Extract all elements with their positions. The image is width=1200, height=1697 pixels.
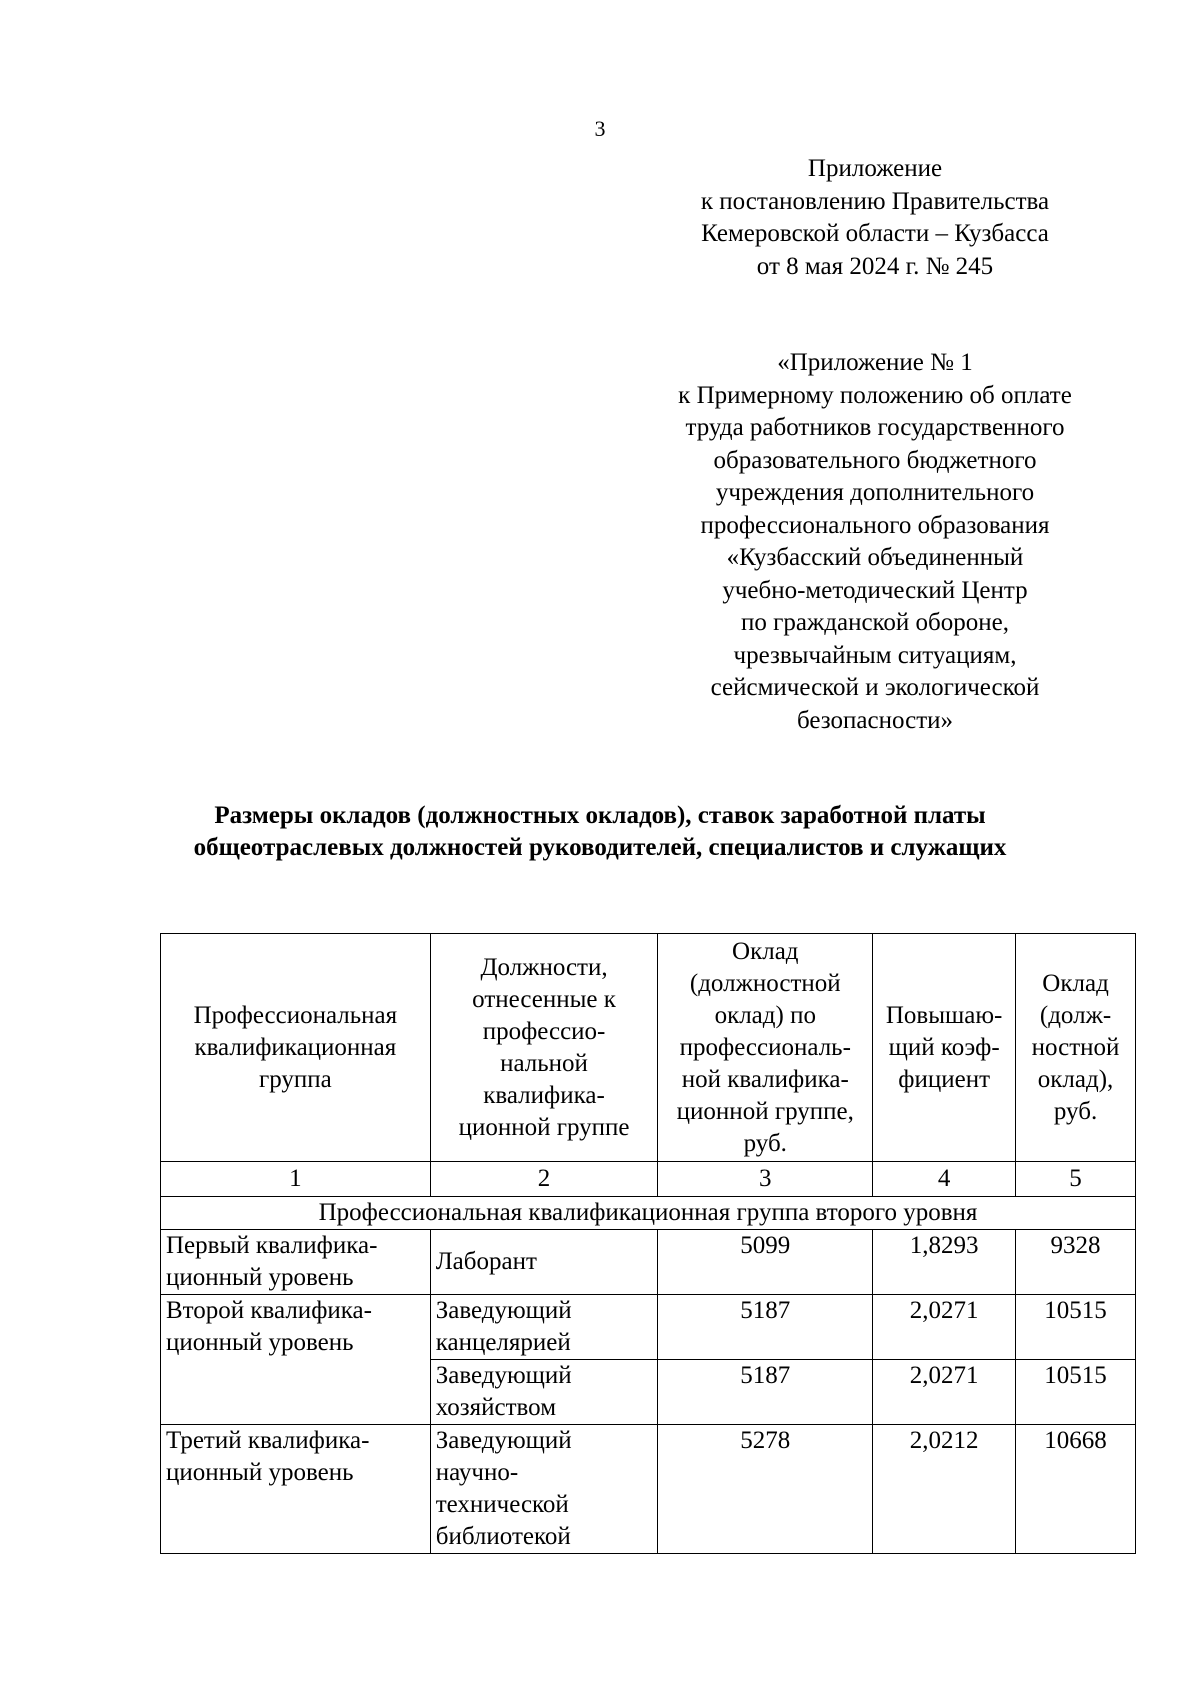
header-line: Должности, [480,953,608,981]
salary-cell: 5099 [658,1230,873,1295]
position-name-line: Лаборант [435,1248,537,1275]
total-cell: 10515 [1016,1295,1136,1360]
column-number: 2 [430,1162,658,1197]
coefficient-cell: 2,0212 [873,1425,1016,1554]
position-name-line: хозяйством [435,1394,557,1421]
position-name-line: Заведующий [435,1427,572,1454]
header-line: Оклад [732,937,799,965]
appendix-line: Приложение [807,155,943,182]
column-number: 5 [1016,1162,1136,1197]
appendix-1-line: профессионального образования [700,511,1050,539]
header-line: профессио- [482,1017,606,1045]
header-line: группа [258,1065,332,1093]
appendix-1-line: «Приложение № 1 [777,349,973,376]
appendix-1-line: учебно-методический Центр [722,576,1028,604]
position-name-line: библиотекой [435,1523,571,1550]
level-name-line: Второй квалифика- [166,1297,372,1324]
table-header-row [161,934,1136,1162]
appendix-1-line: безопасности» [797,706,953,734]
column-number: 1 [161,1162,431,1197]
total-cell: 10668 [1016,1425,1136,1554]
position-name-line: научно- [435,1459,519,1486]
header-line: (должностной [689,969,841,997]
position-name [430,1230,658,1295]
level-name-line: ционный уровень [166,1264,354,1291]
header-coefficient [873,934,1016,1162]
appendix-1-line: по гражданской обороне, [741,609,1009,636]
table-row [161,1295,1136,1360]
coefficient-cell: 2,0271 [873,1295,1016,1360]
header-line: оклад) по [714,1001,816,1029]
column-number: 3 [658,1162,873,1197]
salary-table [160,933,1136,1554]
appendix-line: от 8 мая 2024 г. № 245 [756,252,994,280]
position-name [430,1360,658,1425]
salary-cell: 5187 [658,1295,873,1360]
appendix-1-line: труда работников государственного [685,414,1065,441]
level-name-line: Первый квалифика- [166,1232,378,1259]
column-number: 4 [873,1162,1016,1197]
appendix-line: Кемеровской области – Кузбасса [701,220,1049,247]
level-name [161,1230,431,1295]
header-line: руб. [743,1129,787,1157]
salary-cell: 5278 [658,1425,873,1554]
page-number: 3 [594,116,606,141]
appendix-1-line: чрезвычайным ситуациям, [733,641,1017,669]
position-name-line: Заведующий [435,1362,572,1389]
group-title: Профессиональная квалификационная группа второго уровня [161,1197,1136,1230]
header-line: Оклад [1042,969,1109,997]
document-title [0,800,1200,864]
header-line: (долж- [1039,1001,1112,1029]
header-line: ционной группе [458,1113,630,1141]
header-line: Профессиональная [193,1001,398,1029]
column-numbers-row [161,1162,1136,1197]
appendix-1-line: «Кузбасский объединенный [726,544,1024,571]
total-cell: 10515 [1016,1360,1136,1425]
level-name [161,1295,431,1425]
header-line: оклад), [1037,1065,1114,1093]
header-group [161,934,431,1162]
appendix-header [640,153,1110,283]
level-name-line: Третий квалифика- [166,1427,370,1454]
total-cell: 9328 [1016,1230,1136,1295]
position-name-line: канцелярией [435,1329,571,1356]
appendix-1-line: к Примерному положению об оплате [678,381,1072,409]
header-salary [658,934,873,1162]
appendix-1-line: учреждения дополнительного [715,479,1035,506]
header-total [1016,934,1136,1162]
header-line: ной квалифика- [681,1065,849,1093]
header-line: Повышаю- [885,1001,1003,1029]
header-line: нальной [500,1049,588,1077]
header-line: фициент [898,1065,991,1093]
header-line: ностной [1031,1033,1120,1061]
header-line: квалификационная [194,1033,397,1061]
level-name-line: ционный уровень [166,1329,354,1356]
title-line: общеотраслевых должностей руководителей, специалистов и служащих [193,834,1007,861]
position-name [430,1295,658,1360]
appendix-1-line: образовательного бюджетного [713,446,1037,474]
appendix-line: к постановлению Правительства [700,187,1050,215]
header-positions [430,934,658,1162]
header-line: щий коэф- [888,1033,1000,1061]
title-line: Размеры окладов (должностных окладов), ставок заработной платы [214,802,986,829]
appendix-1-line: сейсмической и экологической [710,674,1040,701]
header-line: ционной группе, [676,1097,854,1125]
coefficient-cell: 2,0271 [873,1360,1016,1425]
header-line: руб. [1053,1097,1098,1125]
coefficient-cell: 1,8293 [873,1230,1016,1295]
header-line: квалифика- [483,1081,605,1109]
position-name-line: технической [435,1491,569,1518]
position-name [430,1425,658,1554]
level-name-line: ционный уровень [166,1459,354,1486]
header-line: профессиональ- [679,1033,851,1061]
group-title-row [161,1197,1136,1230]
table-row [161,1425,1136,1554]
header-line: отнесенные к [472,985,616,1013]
position-name-line: Заведующий [435,1297,572,1324]
salary-cell: 5187 [658,1360,873,1425]
table-row [161,1230,1136,1295]
appendix-1-header [610,347,1140,737]
level-name [161,1425,431,1554]
